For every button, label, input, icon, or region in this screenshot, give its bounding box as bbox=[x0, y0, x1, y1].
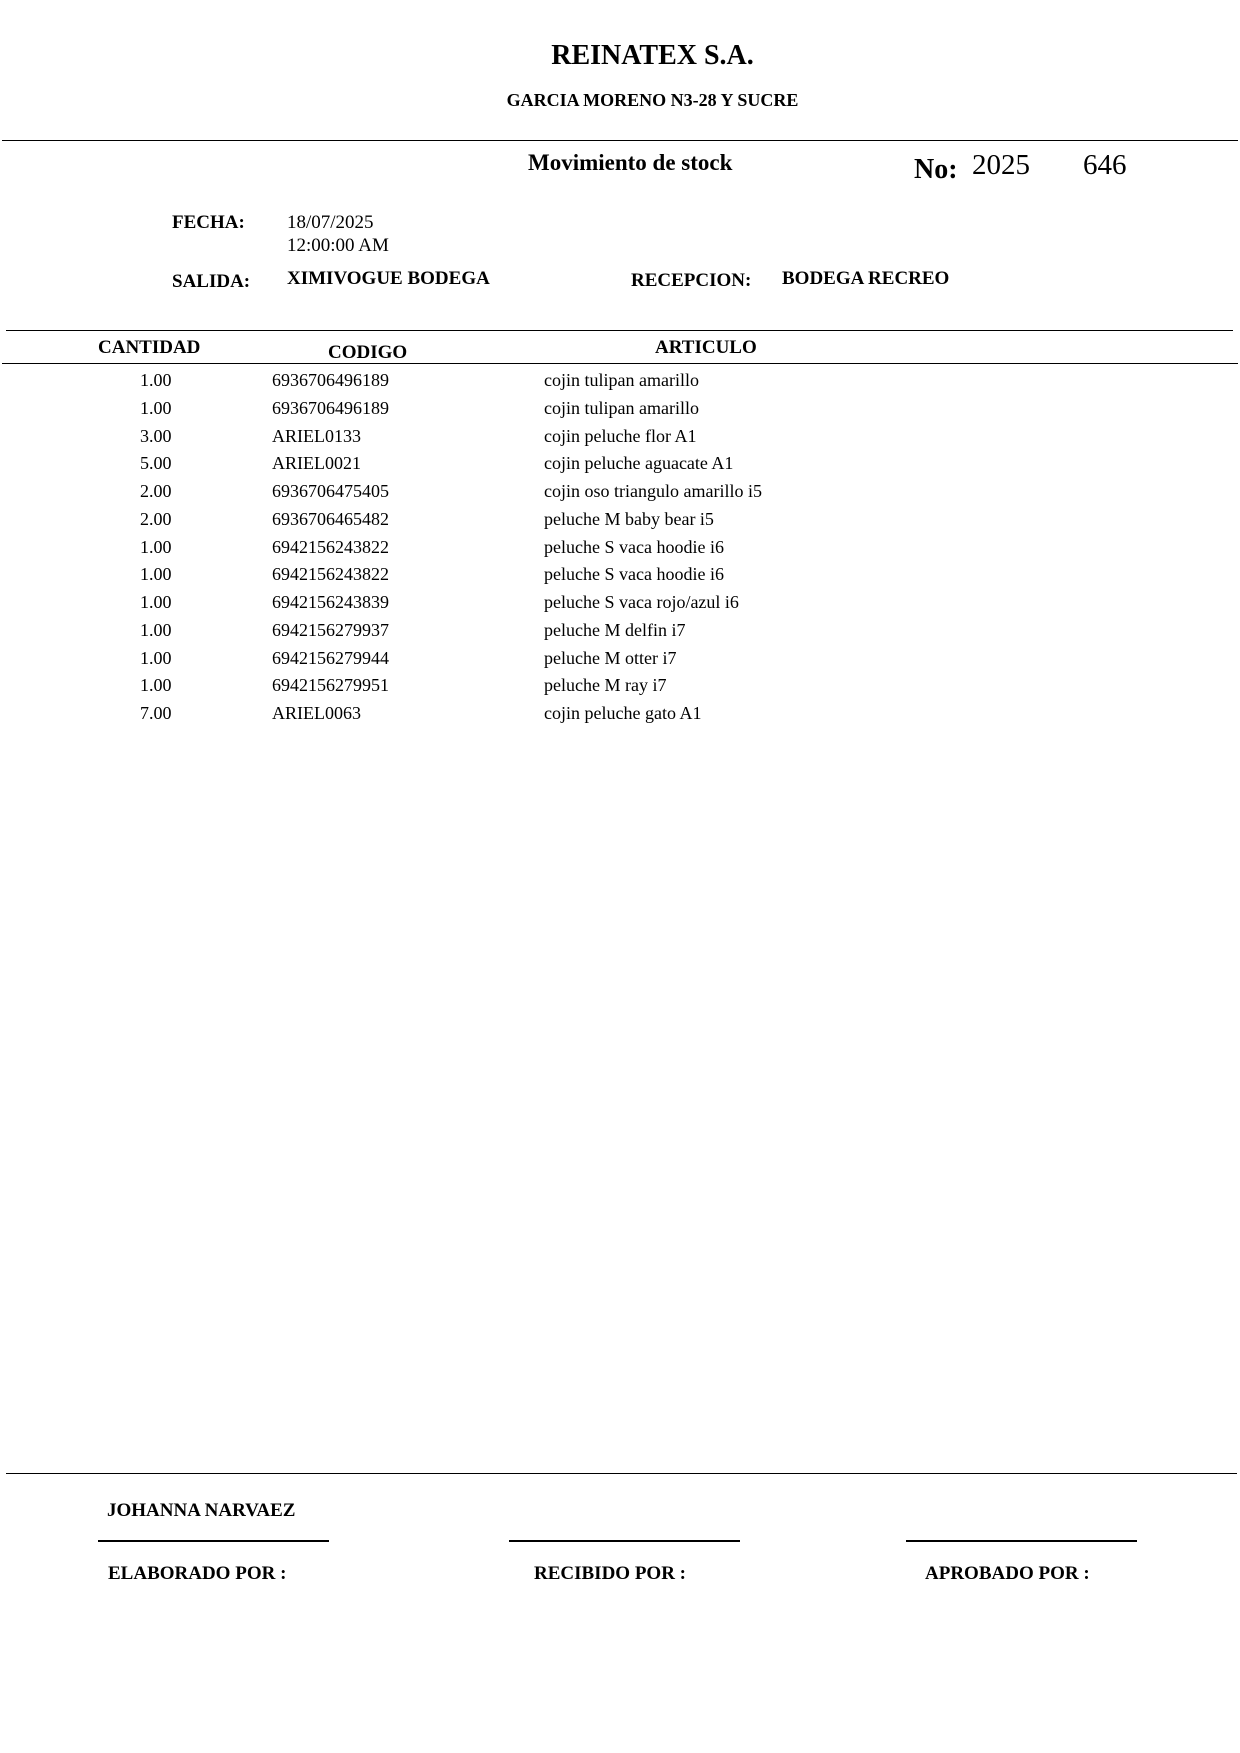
table-row bbox=[0, 620, 1240, 648]
cell-articulo: cojin tulipan amarillo bbox=[544, 397, 699, 418]
company-address: GARCIA MORENO N3-28 Y SUCRE bbox=[506, 90, 799, 110]
cell-articulo: peluche M otter i7 bbox=[544, 647, 677, 668]
cell-cantidad: 1.00 bbox=[140, 675, 172, 696]
fecha-time: 12:00:00 AM bbox=[287, 235, 389, 256]
cell-articulo: peluche M ray i7 bbox=[544, 675, 667, 696]
cell-cantidad: 1.00 bbox=[140, 647, 172, 668]
table-row bbox=[0, 481, 1240, 509]
cell-codigo: 6942156243822 bbox=[272, 536, 389, 557]
cell-codigo: 6936706496189 bbox=[272, 370, 389, 390]
column-header-articulo: ARTICULO bbox=[655, 337, 757, 358]
cell-codigo: ARIEL0063 bbox=[272, 703, 361, 723]
table-row bbox=[0, 509, 1240, 537]
cell-articulo: peluche S vaca rojo/azul i6 bbox=[544, 592, 739, 612]
cell-articulo: cojin tulipan amarillo bbox=[544, 370, 699, 390]
cell-cantidad: 1.00 bbox=[140, 592, 172, 612]
table-top-divider bbox=[6, 330, 1233, 331]
cell-articulo: peluche M baby bear i5 bbox=[544, 508, 714, 529]
cell-codigo: ARIEL0133 bbox=[272, 425, 361, 446]
table-row bbox=[0, 675, 1240, 703]
cell-articulo: cojin peluche flor A1 bbox=[544, 425, 697, 446]
cell-articulo: peluche M delfin i7 bbox=[544, 619, 686, 640]
document-number-label: No: bbox=[914, 154, 958, 185]
table-row bbox=[0, 564, 1240, 592]
table-header-divider bbox=[2, 363, 1238, 364]
recepcion-label: RECEPCION: bbox=[631, 270, 752, 291]
document-title: Movimiento de stock bbox=[528, 150, 733, 175]
cell-cantidad: 3.00 bbox=[140, 425, 172, 446]
salida-label: SALIDA: bbox=[172, 271, 251, 292]
cell-codigo: 6942156279937 bbox=[272, 619, 389, 640]
table-row bbox=[0, 453, 1240, 481]
aprobado-por-label: APROBADO POR : bbox=[925, 1563, 1090, 1584]
salida-value: XIMIVOGUE BODEGA bbox=[287, 268, 490, 289]
cell-articulo: cojin peluche aguacate A1 bbox=[544, 453, 734, 474]
recepcion-value: BODEGA RECREO bbox=[782, 268, 950, 289]
footer-divider bbox=[6, 1473, 1237, 1474]
cell-codigo: 6942156279951 bbox=[272, 675, 389, 696]
cell-cantidad: 1.00 bbox=[140, 370, 172, 390]
table-row bbox=[0, 537, 1240, 565]
cell-articulo: peluche S vaca hoodie i6 bbox=[544, 536, 724, 557]
cell-cantidad: 1.00 bbox=[140, 619, 172, 640]
recibido-por-label: RECIBIDO POR : bbox=[534, 1563, 687, 1584]
document-number-year: 2025 bbox=[972, 149, 1030, 181]
elaborado-signature-line bbox=[98, 1540, 329, 1542]
cell-cantidad: 1.00 bbox=[140, 397, 172, 418]
table-row bbox=[0, 592, 1240, 620]
cell-codigo: 6936706475405 bbox=[272, 481, 389, 501]
table-row bbox=[0, 648, 1240, 676]
cell-cantidad: 1.00 bbox=[140, 564, 172, 585]
table-row bbox=[0, 703, 1240, 731]
document-number: 646 bbox=[1083, 149, 1127, 181]
recibido-signature-line bbox=[509, 1540, 740, 1542]
cell-codigo: 6942156243839 bbox=[272, 592, 389, 612]
aprobado-signature-line bbox=[906, 1540, 1137, 1542]
fecha-date: 18/07/2025 bbox=[287, 212, 374, 233]
header-divider bbox=[2, 140, 1238, 141]
column-header-cantidad: CANTIDAD bbox=[98, 337, 201, 358]
column-header-codigo: CODIGO bbox=[328, 342, 408, 363]
cell-codigo: 6936706465482 bbox=[272, 508, 389, 529]
cell-articulo: cojin peluche gato A1 bbox=[544, 703, 702, 723]
company-name: REINATEX S.A. bbox=[551, 40, 754, 71]
cell-codigo: ARIEL0021 bbox=[272, 453, 361, 474]
cell-articulo: cojin oso triangulo amarillo i5 bbox=[544, 481, 762, 501]
cell-cantidad: 1.00 bbox=[140, 536, 172, 557]
elaborado-por-name: JOHANNA NARVAEZ bbox=[107, 1500, 296, 1521]
elaborado-por-label: ELABORADO POR : bbox=[108, 1563, 287, 1584]
table-row bbox=[0, 370, 1240, 398]
table-body bbox=[0, 370, 1240, 731]
table-row bbox=[0, 426, 1240, 454]
cell-codigo: 6936706496189 bbox=[272, 397, 389, 418]
cell-cantidad: 5.00 bbox=[140, 453, 172, 474]
table-row bbox=[0, 398, 1240, 426]
cell-codigo: 6942156243822 bbox=[272, 564, 389, 585]
cell-cantidad: 2.00 bbox=[140, 481, 172, 501]
cell-articulo: peluche S vaca hoodie i6 bbox=[544, 564, 724, 585]
cell-cantidad: 2.00 bbox=[140, 508, 172, 529]
cell-cantidad: 7.00 bbox=[140, 703, 172, 723]
fecha-label: FECHA: bbox=[172, 212, 245, 233]
cell-codigo: 6942156279944 bbox=[272, 647, 389, 668]
